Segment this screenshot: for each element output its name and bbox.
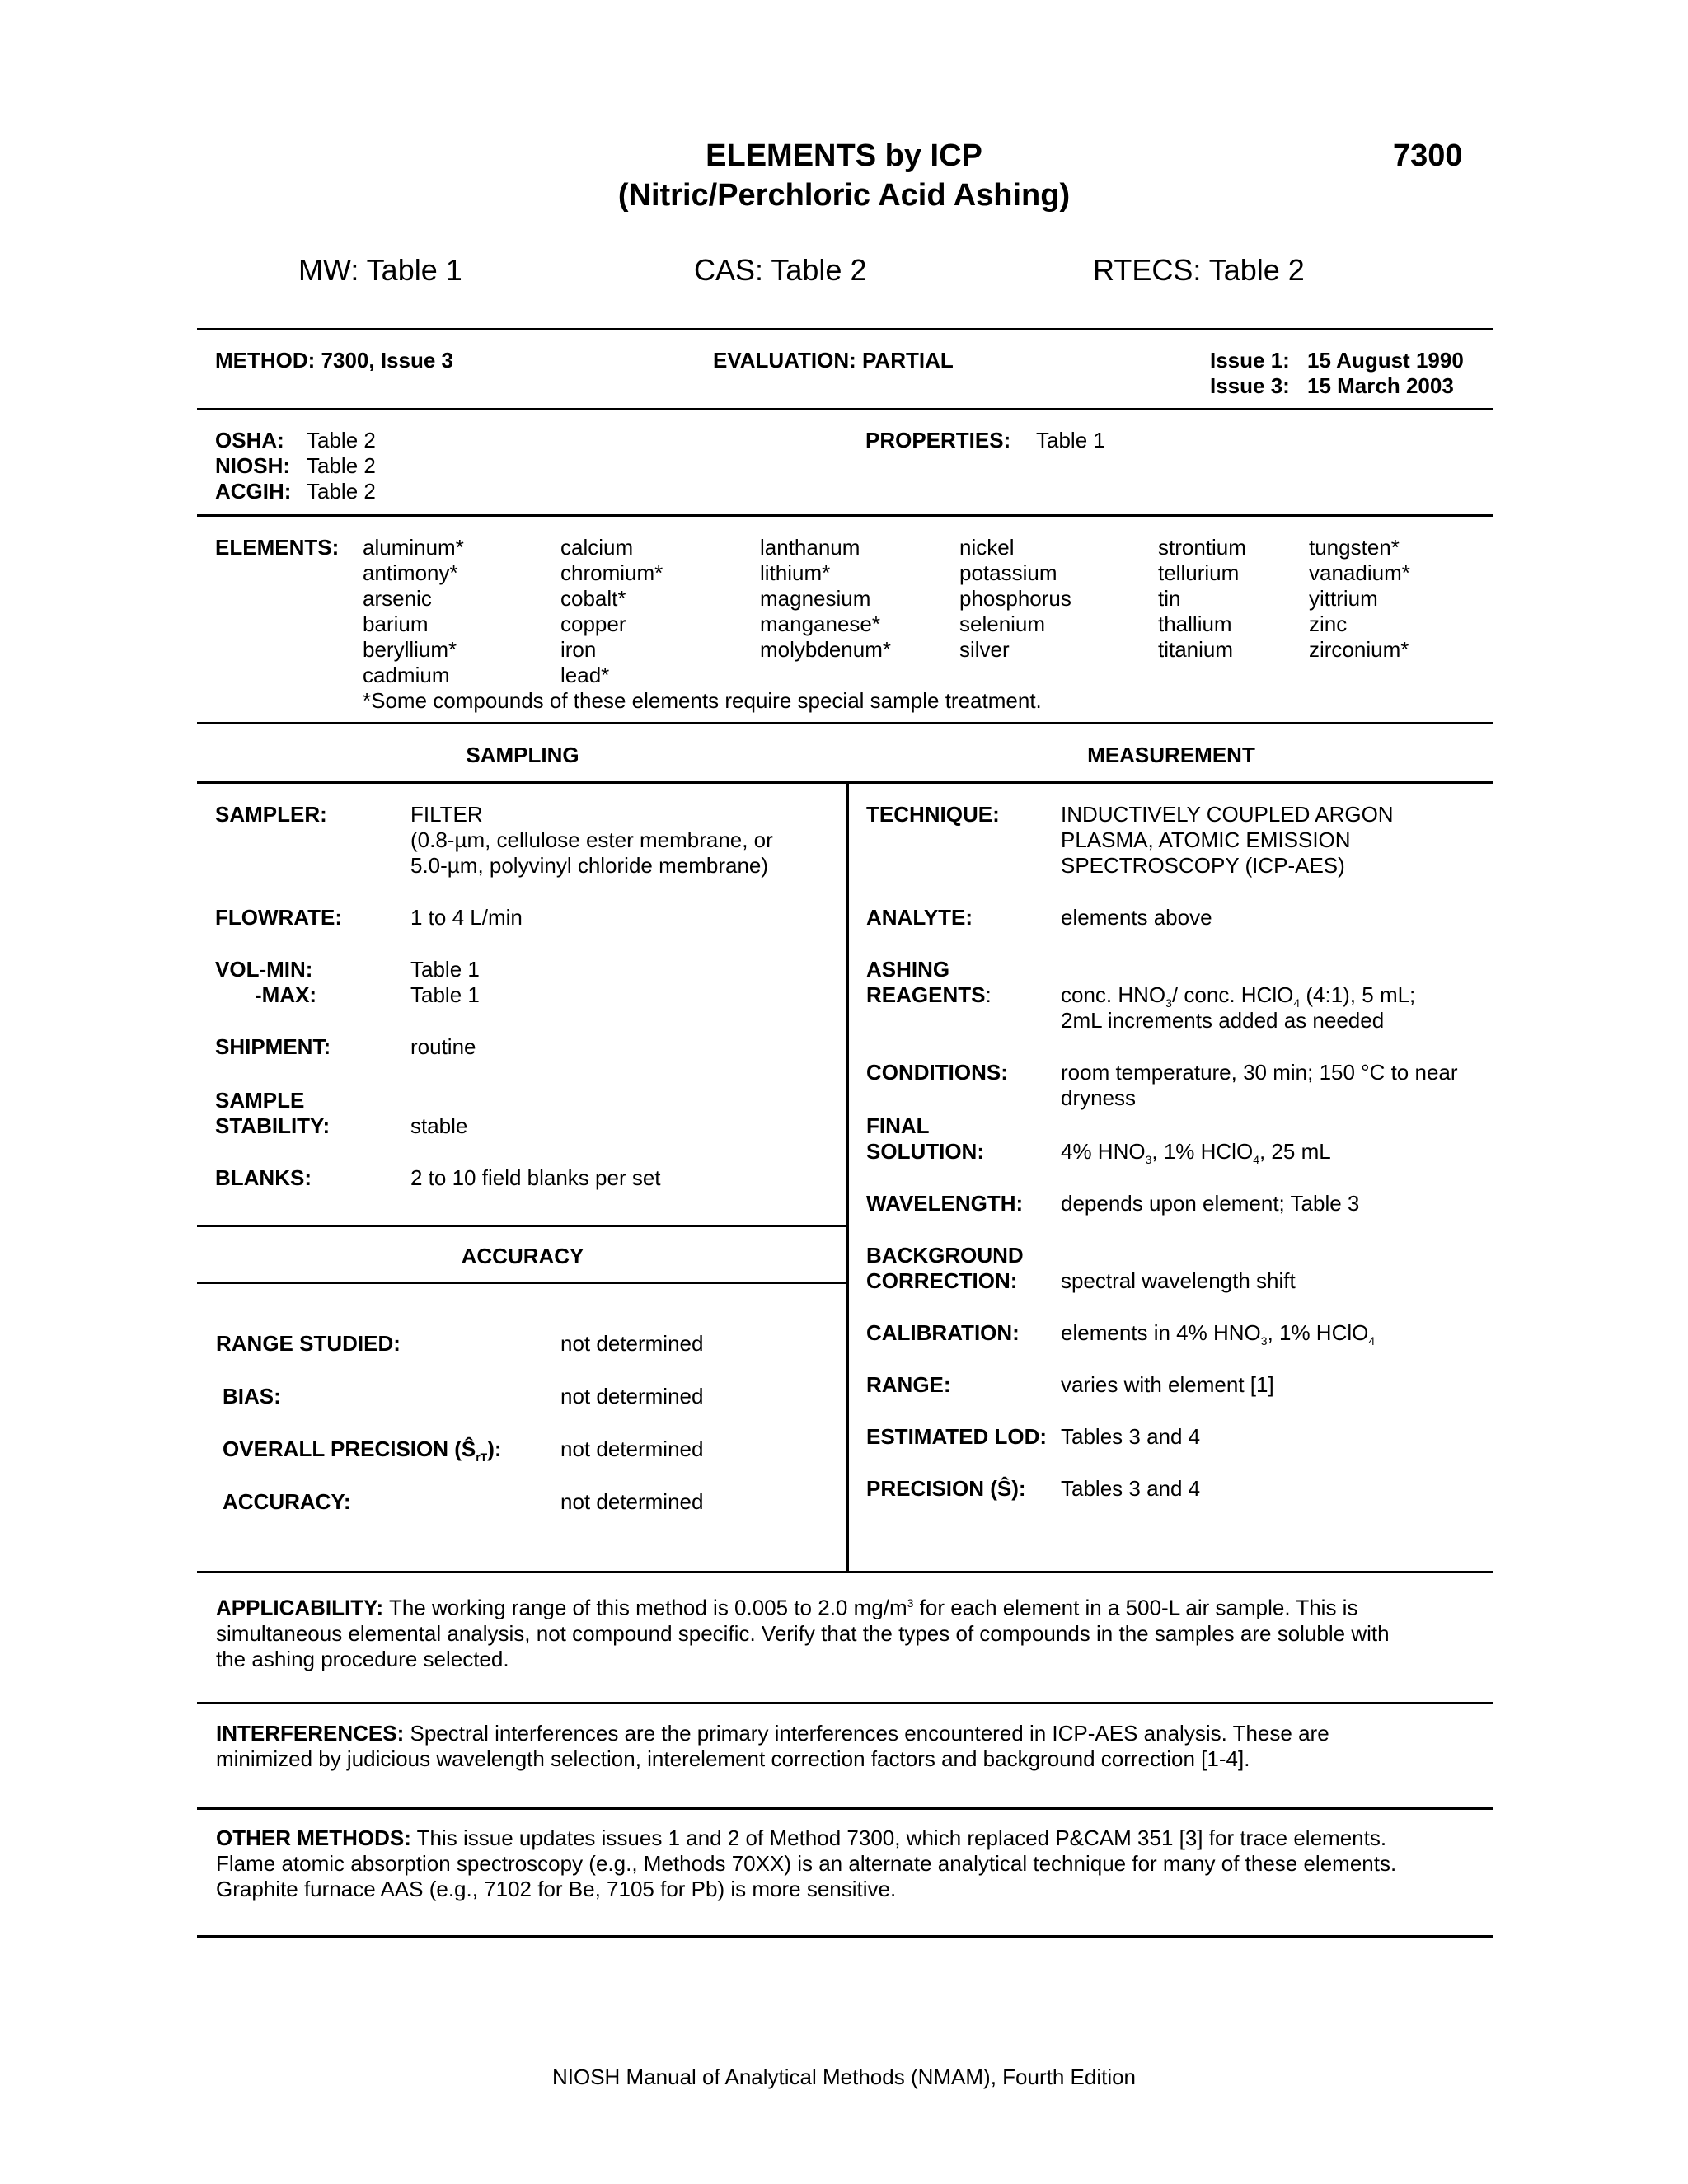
conditions-value: room temperature, 30 min; 150 °C to near dryness (1061, 1060, 1458, 1110)
method-number: 7300 (1393, 138, 1463, 173)
divider (197, 408, 1493, 410)
wavelength-value: depends upon element; Table 3 (1061, 1191, 1360, 1216)
sampler-value: FILTER (0.8-µm, cellulose ester membrane, or 5.0-µm, polyvinyl chloride membrane) (410, 802, 773, 878)
elements-column: tungsten* vanadium* yittrium zinc zirconium* (1309, 535, 1410, 662)
range-label: RANGE: (866, 1372, 951, 1397)
elements-label: ELEMENTS: (215, 535, 340, 560)
divider (197, 1571, 1493, 1573)
accuracy-label: ACCURACY: (223, 1489, 351, 1514)
analyte-label: ANALYTE: (866, 905, 973, 930)
technique-value: INDUCTIVELY COUPLED ARGON PLASMA, ATOMIC EMISSION SPECTROSCOPY (ICP-AES) (1061, 802, 1394, 878)
accuracy-heading: ACCURACY (461, 1244, 584, 1268)
flowrate-label: FLOWRATE: (215, 905, 343, 930)
final-solution-label: FINAL SOLUTION: (866, 1113, 984, 1164)
divider (197, 1702, 1493, 1704)
page-subtitle: (Nitric/Perchloric Acid Ashing) (617, 178, 1071, 213)
stability-value: stable (410, 1113, 468, 1138)
range-studied-value: not determined (560, 1331, 704, 1356)
divider (197, 781, 1493, 784)
divider (197, 1935, 1493, 1938)
analyte-value: elements above (1061, 905, 1212, 930)
divider (197, 514, 1493, 517)
shipment-label: SHIPMENT: (215, 1034, 331, 1059)
bias-label: BIAS: (223, 1384, 281, 1408)
overall-precision-label: OVERALL PRECISION $(Ŝ_{rT})$: (223, 1436, 502, 1465)
interferences-paragraph: INTERFERENCES: Spectral interferences are the primary interferences encountered in ICP-AES analysis. These are minimized by judicious wavelength selection, interelement correction factors and background correction [1-4]. (216, 1721, 1329, 1771)
issue3-label: Issue 3: (1210, 373, 1290, 398)
osha-value: Table 2 (307, 428, 376, 452)
sampler-label: SAMPLER: (215, 802, 327, 827)
ashing-label: ASHING (866, 957, 950, 982)
other-methods-paragraph: OTHER METHODS: This issue updates issues 1 and 2 of Method 7300, which replaced P&CAM 351 [3] for trace elements. Flame atomic absorption spectroscopy (e.g., Methods 70XX) is an alternate analytical technique for many of these elements. Graphite furnace AAS (e.g., 7102 for Be, 7105 for Pb) is more sensitive. (216, 1825, 1397, 1901)
elements-column: calcium chromium* cobalt* copper iron lead* (560, 535, 663, 687)
acgih-label: ACGIH: (215, 479, 292, 504)
range-studied-label: RANGE STUDIED: (216, 1331, 401, 1356)
background-value: spectral wavelength shift (1061, 1268, 1296, 1293)
properties-value: Table 1 (1036, 428, 1105, 452)
properties-label: PROPERTIES: (865, 428, 1011, 452)
sampling-heading: SAMPLING (466, 743, 579, 767)
precision-label: PRECISION (Ŝ): (866, 1476, 1026, 1501)
footer: NIOSH Manual of Analytical Methods (NMAM), Fourth Edition (551, 2064, 1137, 2089)
applicability-paragraph: APPLICABILITY: The working range of this method is 0.005 to 2.0 $mg/m^3$ for each element in a 500-L air sample. This is simultaneous elemental analysis, not compound specific. Verify that the types of compounds in the samples are soluble with the ashing procedure selected. (216, 1595, 1390, 1671)
cas-info: CAS: Table 2 (694, 253, 867, 287)
volmin-label: VOL-MIN: (215, 957, 313, 982)
divider (197, 722, 1493, 724)
conditions-label: CONDITIONS: (866, 1060, 1008, 1085)
lod-value: Tables 3 and 4 (1061, 1424, 1201, 1449)
volmin-value: Table 1 (410, 957, 480, 982)
rtecs-info: RTECS: Table 2 (1093, 253, 1305, 287)
bias-value: not determined (560, 1384, 704, 1408)
technique-label: TECHNIQUE: (866, 802, 1000, 827)
divider (197, 1225, 848, 1227)
measurement-heading: MEASUREMENT (1087, 743, 1255, 767)
issue3-date: 15 March 2003 (1307, 373, 1454, 398)
blanks-label: BLANKS: (215, 1165, 312, 1190)
evaluation: EVALUATION: PARTIAL (713, 348, 954, 373)
page-title: ELEMENTS by ICP (706, 138, 982, 173)
reagents-value: conc. $HNO_3/$ conc. HClO$_4$ (4:1), 5 mL; (1061, 982, 1416, 1010)
reagents-value-line2: 2mL increments added as needed (1061, 1008, 1385, 1033)
volmax-label: -MAX: (255, 982, 317, 1007)
shipment-value: routine (410, 1034, 476, 1059)
precision-value: Tables 3 and 4 (1061, 1476, 1201, 1501)
divider (197, 1282, 848, 1284)
elements-note: *Some compounds of these elements require special sample treatment. (363, 688, 1042, 713)
flowrate-value: 1 to 4 L/min (410, 905, 523, 930)
elements-column: strontium tellurium tin thallium titanium (1158, 535, 1246, 662)
calibration-label: CALIBRATION: (866, 1320, 1020, 1345)
elements-column: nickel potassium phosphorus selenium silver (959, 535, 1071, 662)
blanks-value: 2 to 10 field blanks per set (410, 1165, 661, 1190)
column-divider (846, 781, 849, 1572)
overall-precision-value: not determined (560, 1436, 704, 1461)
divider (197, 328, 1493, 330)
method-id: METHOD: 7300, Issue 3 (215, 348, 453, 373)
elements-column: aluminum* antimony* arsenic barium beryllium* cadmium (363, 535, 464, 687)
divider (197, 1807, 1493, 1810)
final-solution-value: 4% $HNO_3$, 1% HClO$_4$, 25 mL (1061, 1139, 1331, 1167)
elements-column: lanthanum lithium* magnesium manganese* molybdenum* (760, 535, 891, 662)
reagents-label: REAGENTS: (866, 982, 992, 1007)
issue1-date: 15 August 1990 (1307, 348, 1464, 373)
niosh-value: Table 2 (307, 453, 376, 478)
calibration-value: elements in 4% $HNO_3$, 1% HClO$_4$ (1061, 1320, 1376, 1348)
mw-info: MW: Table 1 (298, 253, 462, 287)
accuracy-value: not determined (560, 1489, 704, 1514)
background-label: BACKGROUND CORRECTION: (866, 1243, 1024, 1293)
lod-label: ESTIMATED LOD: (866, 1424, 1048, 1449)
issue1-label: Issue 1: (1210, 348, 1290, 373)
volmax-value: Table 1 (410, 982, 480, 1007)
wavelength-label: WAVELENGTH: (866, 1191, 1024, 1216)
acgih-value: Table 2 (307, 479, 376, 504)
osha-label: OSHA: (215, 428, 284, 452)
range-value: varies with element [1] (1061, 1372, 1274, 1397)
niosh-label: NIOSH: (215, 453, 290, 478)
stability-label: SAMPLE STABILITY: (215, 1088, 331, 1138)
